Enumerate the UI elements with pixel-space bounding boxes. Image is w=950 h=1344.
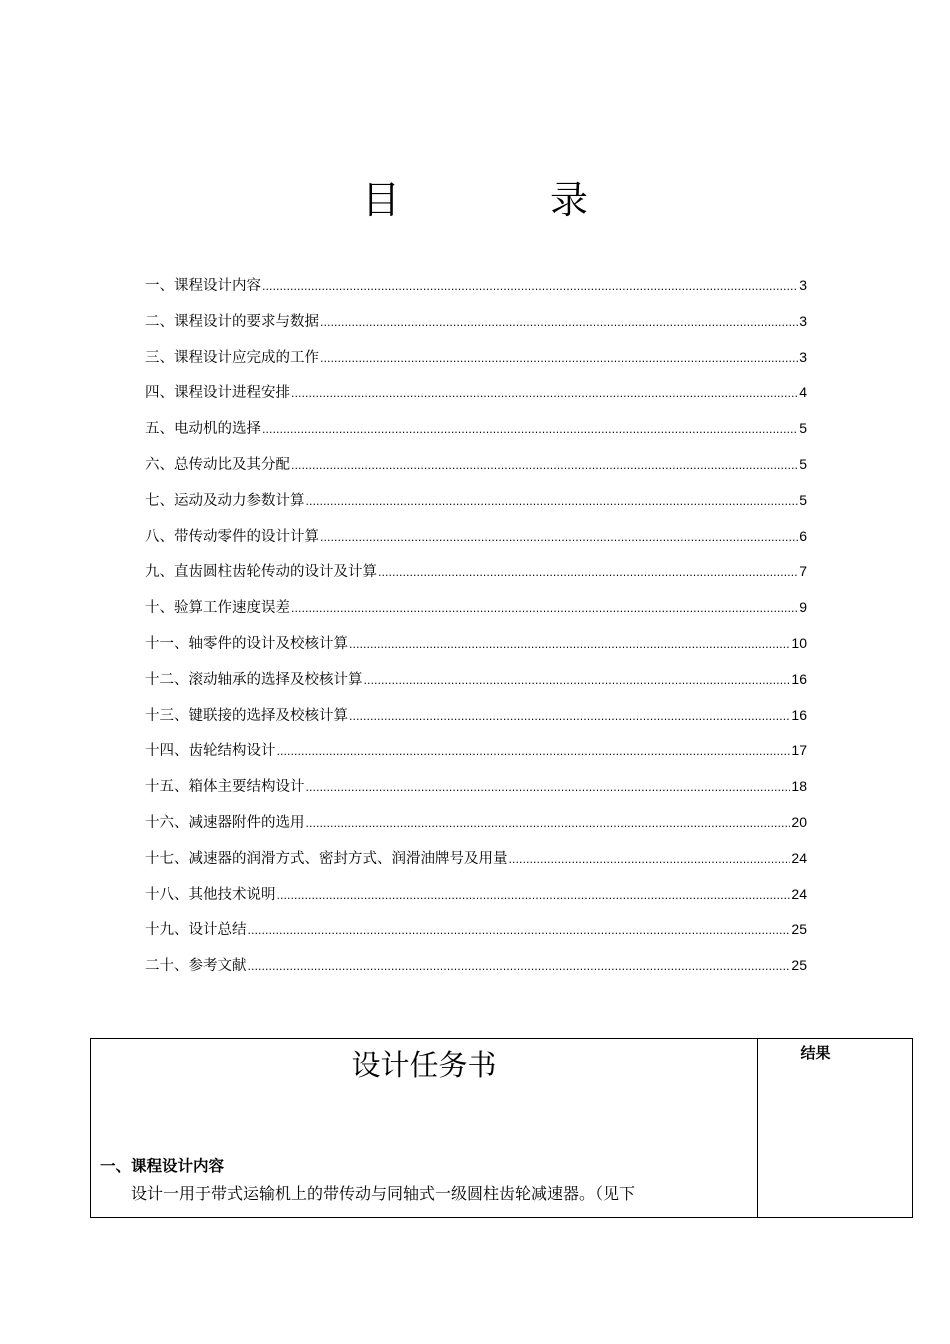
toc-entry-label: 十七、减速器的润滑方式、密封方式、润滑油牌号及用量: [145, 850, 508, 867]
toc-entry-page: 5: [799, 455, 807, 472]
toc-entry-label: 十三、键联接的选择及校核计算: [145, 707, 348, 724]
toc-entry[interactable]: [145, 805, 807, 841]
toc-entry[interactable]: [145, 662, 807, 698]
toc-leader-dots: [349, 627, 790, 663]
toc-entry-page: 16: [791, 706, 807, 723]
toc-entry-label: 一、课程设计内容: [145, 278, 261, 294]
toc-leader-dots: [248, 913, 791, 949]
toc-leader-dots: [320, 520, 798, 556]
toc-entry-label: 六、总传动比及其分配: [145, 456, 290, 473]
toc-entry[interactable]: [145, 375, 807, 411]
toc-leader-dots: [349, 699, 790, 735]
toc-entry[interactable]: [145, 590, 807, 626]
toc-entry[interactable]: [145, 304, 807, 340]
toc-leader-dots: [320, 341, 798, 377]
toc-entry[interactable]: [145, 698, 807, 734]
toc-entry-label: 四、课程设计进程安排: [145, 385, 290, 402]
toc-entry-page: 6: [799, 527, 807, 544]
toc-entry-label: 十、验算工作速度误差: [145, 600, 290, 617]
toc-leader-dots: [262, 269, 798, 305]
toc-leader-dots: [248, 949, 791, 985]
result-cell: [758, 1039, 912, 1217]
toc-entry-page: 17: [791, 742, 807, 759]
toc-entry-page: 25: [791, 921, 807, 938]
toc-entry-page: 24: [791, 885, 807, 902]
toc-entry-label: 三、课程设计应完成的工作: [145, 349, 319, 366]
toc-leader-dots: [378, 555, 798, 591]
toc-title-char-2: 录: [550, 178, 589, 222]
toc-entry-label: 十六、减速器附件的选用: [145, 814, 305, 831]
toc-leader-dots: [262, 412, 798, 448]
toc-entry[interactable]: [145, 841, 807, 877]
toc-entry[interactable]: [145, 519, 807, 555]
toc-title: [0, 176, 950, 224]
toc-entry[interactable]: [145, 912, 807, 948]
toc-entry[interactable]: [145, 447, 807, 483]
toc-entry-page: 24: [791, 849, 807, 866]
toc-entry[interactable]: [145, 626, 807, 662]
toc-leader-dots: [291, 591, 798, 627]
toc-leader-dots: [320, 305, 798, 341]
toc-entry-label: 十一、轴零件的设计及校核计算: [145, 635, 348, 652]
section-text: 设计一用于带式运输机上的带传动与同轴式一级圆柱齿轮减速器。（见下: [131, 1184, 636, 1203]
toc-entry-page: 7: [799, 563, 807, 580]
toc-entry-label: 十四、齿轮结构设计: [145, 743, 276, 760]
toc-entry-page: 5: [799, 420, 807, 437]
toc-leader-dots: [277, 734, 791, 770]
toc-entry-page: 3: [799, 348, 807, 365]
toc-entry-label: 五、电动机的选择: [145, 421, 261, 438]
toc-entry[interactable]: [145, 769, 807, 805]
toc-entry-label: 二十、参考文献: [145, 958, 247, 975]
toc-entry-page: 9: [799, 599, 807, 616]
toc-leader-dots: [291, 448, 798, 484]
toc-entry-page: 10: [791, 634, 807, 651]
toc-leader-dots: [306, 484, 799, 520]
toc-entry-label: 二、课程设计的要求与数据: [145, 313, 319, 330]
result-label: 结果: [800, 1044, 831, 1062]
toc-entry-label: 七、运动及动力参数计算: [145, 492, 305, 509]
toc-entry[interactable]: [145, 877, 807, 913]
toc-entry[interactable]: [145, 411, 807, 447]
toc-leader-dots: [291, 376, 798, 412]
toc-entry-label: 十五、箱体主要结构设计: [145, 779, 305, 796]
toc-entry-label: 十九、设计总结: [145, 922, 247, 939]
toc-leader-dots: [306, 770, 791, 806]
toc-entry-page: 3: [799, 277, 807, 293]
toc-entry[interactable]: [145, 268, 807, 304]
toc-entry-page: 18: [791, 778, 807, 795]
toc-entry[interactable]: [145, 483, 807, 519]
table-of-contents: [145, 268, 807, 984]
toc-entry[interactable]: [145, 948, 807, 984]
toc-entry[interactable]: [145, 554, 807, 590]
toc-entry-label: 十八、其他技术说明: [145, 886, 276, 903]
toc-leader-dots: [277, 878, 791, 914]
toc-entry-page: 3: [799, 312, 807, 329]
toc-leader-dots: [364, 663, 791, 699]
toc-leader-dots: [509, 842, 791, 878]
task-content-cell: [91, 1039, 758, 1217]
toc-entry-label: 九、直齿圆柱齿轮传动的设计及计算: [145, 564, 377, 581]
toc-entry-page: 20: [791, 813, 807, 830]
toc-entry-page: 25: [791, 957, 807, 974]
task-title: 设计任务书: [351, 1048, 497, 1082]
toc-entry[interactable]: [145, 733, 807, 769]
toc-title-char-1: 目: [361, 178, 400, 222]
toc-leader-dots: [306, 806, 791, 842]
toc-entry-page: 4: [799, 384, 807, 401]
toc-entry-label: 八、带传动零件的设计计算: [145, 528, 319, 545]
toc-entry-page: 5: [799, 491, 807, 508]
design-task-table: [90, 1038, 913, 1218]
toc-entry[interactable]: [145, 340, 807, 376]
section-heading: 一、课程设计内容: [100, 1157, 225, 1175]
toc-entry-label: 十二、滚动轴承的选择及校核计算: [145, 671, 363, 688]
toc-entry-page: 16: [791, 670, 807, 687]
